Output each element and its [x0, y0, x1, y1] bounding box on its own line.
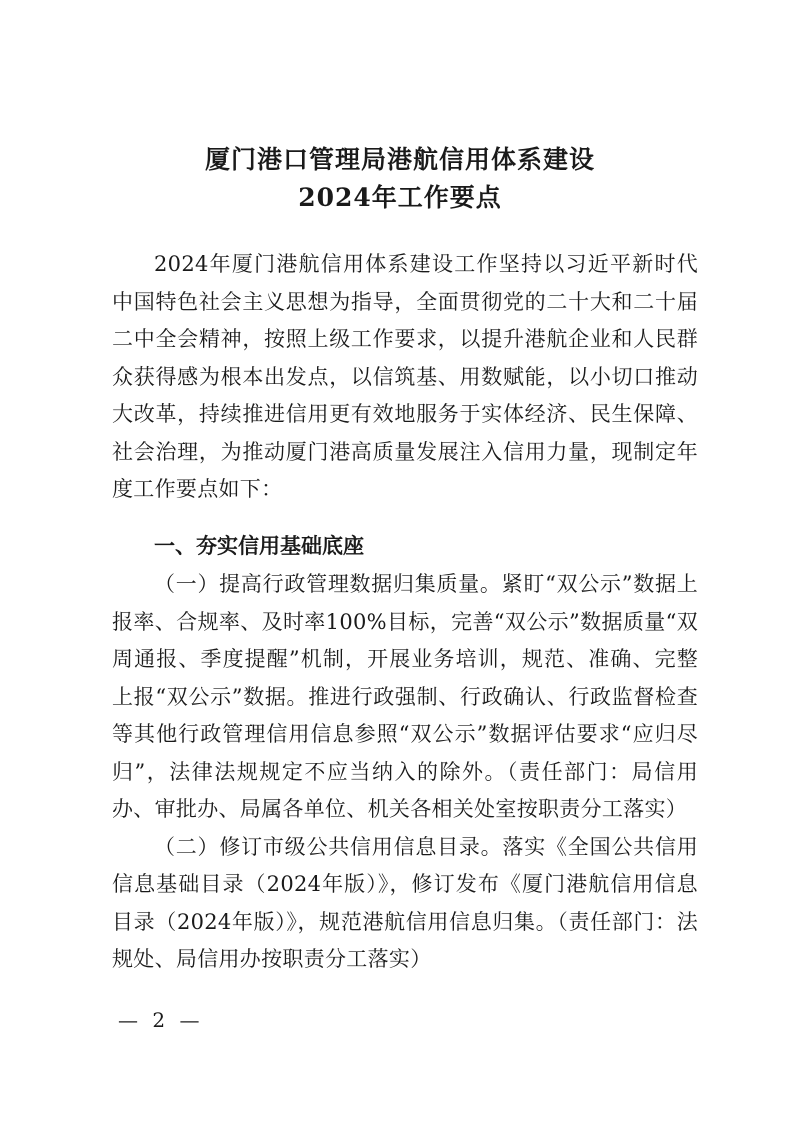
- document-title-line2: 2024年工作要点: [298, 183, 502, 212]
- document-title-line1: 厦门港口管理局港航信用体系建设: [204, 145, 595, 174]
- intro-paragraph: [112, 246, 698, 509]
- section1-body: [112, 566, 698, 979]
- page-number: — 2 —: [118, 1008, 204, 1032]
- item2-paragraph: （二）修订市级公共信用信息目录。落实《全国公共信用信息基础目录（2024年版）》，修订发布《厦门港航信用信息目录（2024年版）》，规范港航信用信息归集。（责任部门：法规处、局信用办按职责分工落实）: [112, 834, 698, 971]
- item1-paragraph: （一）提高行政管理数据归集质量。紧盯“双公示”数据上报率、合规率、及时率100%目标，完善“双公示”数据质量“双周通报、季度提醒”机制，开展业务培训，规范、准确、完整上报“双公示”数据。推进行政强制、行政确认、行政监督检查等其他行政管理信用信息参照“双公示”数据评估要求“应归尽归”，法律法规规定不应当纳入的除外。（责任部门：局信用办、审批办、局属各单位、机关各相关处室按职责分工落实）: [112, 572, 698, 821]
- section1-heading: 一、夯实信用基础底座: [154, 534, 364, 558]
- intro-text: 2024年厦门港航信用体系建设工作坚持以习近平新时代中国特色社会主义思想为指导，全面贯彻党的二十大和二十届二中全会精神，按照上级工作要求，以提升港航企业和人民群众获得感为根本出发点，以信筑基、用数赋能，以小切口推动大改革，持续推进信用更有效地服务于实体经济、民生保障、社会治理，为推动厦门港高质量发展注入信用力量，现制定年度工作要点如下：: [112, 252, 698, 501]
